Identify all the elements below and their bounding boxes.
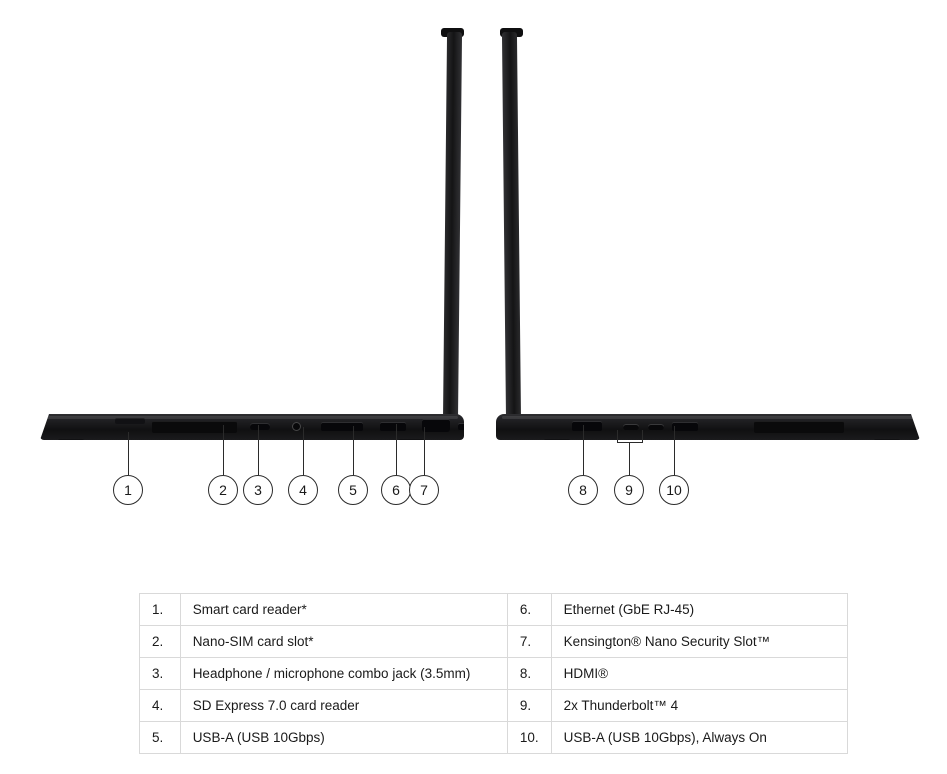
rubber-foot-left-2 [398, 439, 424, 443]
legend-label: Kensington® Nano Security Slot™ [551, 626, 847, 658]
legend-number: 6. [507, 594, 551, 626]
thunderbolt-port-2 [648, 424, 664, 430]
laptop-base-left [40, 414, 464, 440]
legend-number: 9. [507, 690, 551, 722]
legend-label: Ethernet (GbE RJ-45) [551, 594, 847, 626]
table-row [140, 594, 848, 626]
legend-number: 5. [140, 722, 181, 754]
callout-3[interactable]: 3 [243, 475, 273, 505]
callout-10[interactable]: 10 [659, 475, 689, 505]
laptop-right-side-view [490, 20, 920, 440]
usb-a-port-left [380, 422, 406, 431]
callout-6[interactable]: 6 [381, 475, 411, 505]
table-row [140, 722, 848, 754]
legend-label: Smart card reader* [180, 594, 507, 626]
legend-number: 2. [140, 626, 181, 658]
leader-line-2 [223, 425, 224, 475]
headphone-mic-combo-jack [292, 422, 301, 431]
leader-line-8 [583, 425, 584, 475]
leader-line-5 [353, 426, 354, 475]
port-legend-table [139, 593, 848, 754]
table-row [140, 690, 848, 722]
nano-sim-card-slot [250, 423, 270, 430]
leader-line-3 [258, 425, 259, 475]
smart-card-reader-slot [115, 418, 145, 424]
sd-express-card-reader [321, 422, 363, 431]
legend-number: 4. [140, 690, 181, 722]
callout-8[interactable]: 8 [568, 475, 598, 505]
table-row [140, 658, 848, 690]
legend-label: HDMI® [551, 658, 847, 690]
table-row [140, 626, 848, 658]
legend-label: 2x Thunderbolt™ 4 [551, 690, 847, 722]
laptop-base-right [496, 414, 920, 440]
vent-grille-right [754, 421, 844, 433]
rubber-foot-right [544, 439, 570, 443]
base-highlight-left [46, 416, 458, 419]
leader-line-4 [303, 427, 304, 475]
display-lid-right [502, 32, 521, 424]
leader-line-9 [629, 443, 630, 475]
rubber-foot-left [58, 439, 84, 443]
callout-2[interactable]: 2 [208, 475, 238, 505]
laptop-left-side-view [40, 20, 470, 440]
legend-number: 3. [140, 658, 181, 690]
callout-7[interactable]: 7 [409, 475, 439, 505]
leader-line-1 [128, 432, 129, 475]
legend-label: SD Express 7.0 card reader [180, 690, 507, 722]
legend-number: 1. [140, 594, 181, 626]
legend-number: 10. [507, 722, 551, 754]
hdmi-port [572, 421, 602, 431]
ethernet-rj45-port [422, 419, 450, 432]
callout-1[interactable]: 1 [113, 475, 143, 505]
base-highlight-right [502, 416, 914, 419]
vent-grille-left [152, 421, 237, 433]
legend-label: USB-A (USB 10Gbps), Always On [551, 722, 847, 754]
legend-number: 8. [507, 658, 551, 690]
callout-9[interactable]: 9 [614, 475, 644, 505]
display-lid-left [443, 32, 462, 424]
kensington-nano-security-slot [458, 423, 469, 430]
legend-label: USB-A (USB 10Gbps) [180, 722, 507, 754]
legend-label: Nano-SIM card slot* [180, 626, 507, 658]
leader-line-10 [674, 426, 675, 475]
callout-5[interactable]: 5 [338, 475, 368, 505]
leader-line-6 [396, 424, 397, 475]
legend-number: 7. [507, 626, 551, 658]
legend-label: Headphone / microphone combo jack (3.5mm) [180, 658, 507, 690]
leader-line-7 [424, 427, 425, 475]
usb-a-port-always-on [672, 422, 698, 431]
rubber-foot-right-2 [874, 439, 900, 443]
callout-4[interactable]: 4 [288, 475, 318, 505]
thunderbolt-port-1 [623, 424, 639, 430]
